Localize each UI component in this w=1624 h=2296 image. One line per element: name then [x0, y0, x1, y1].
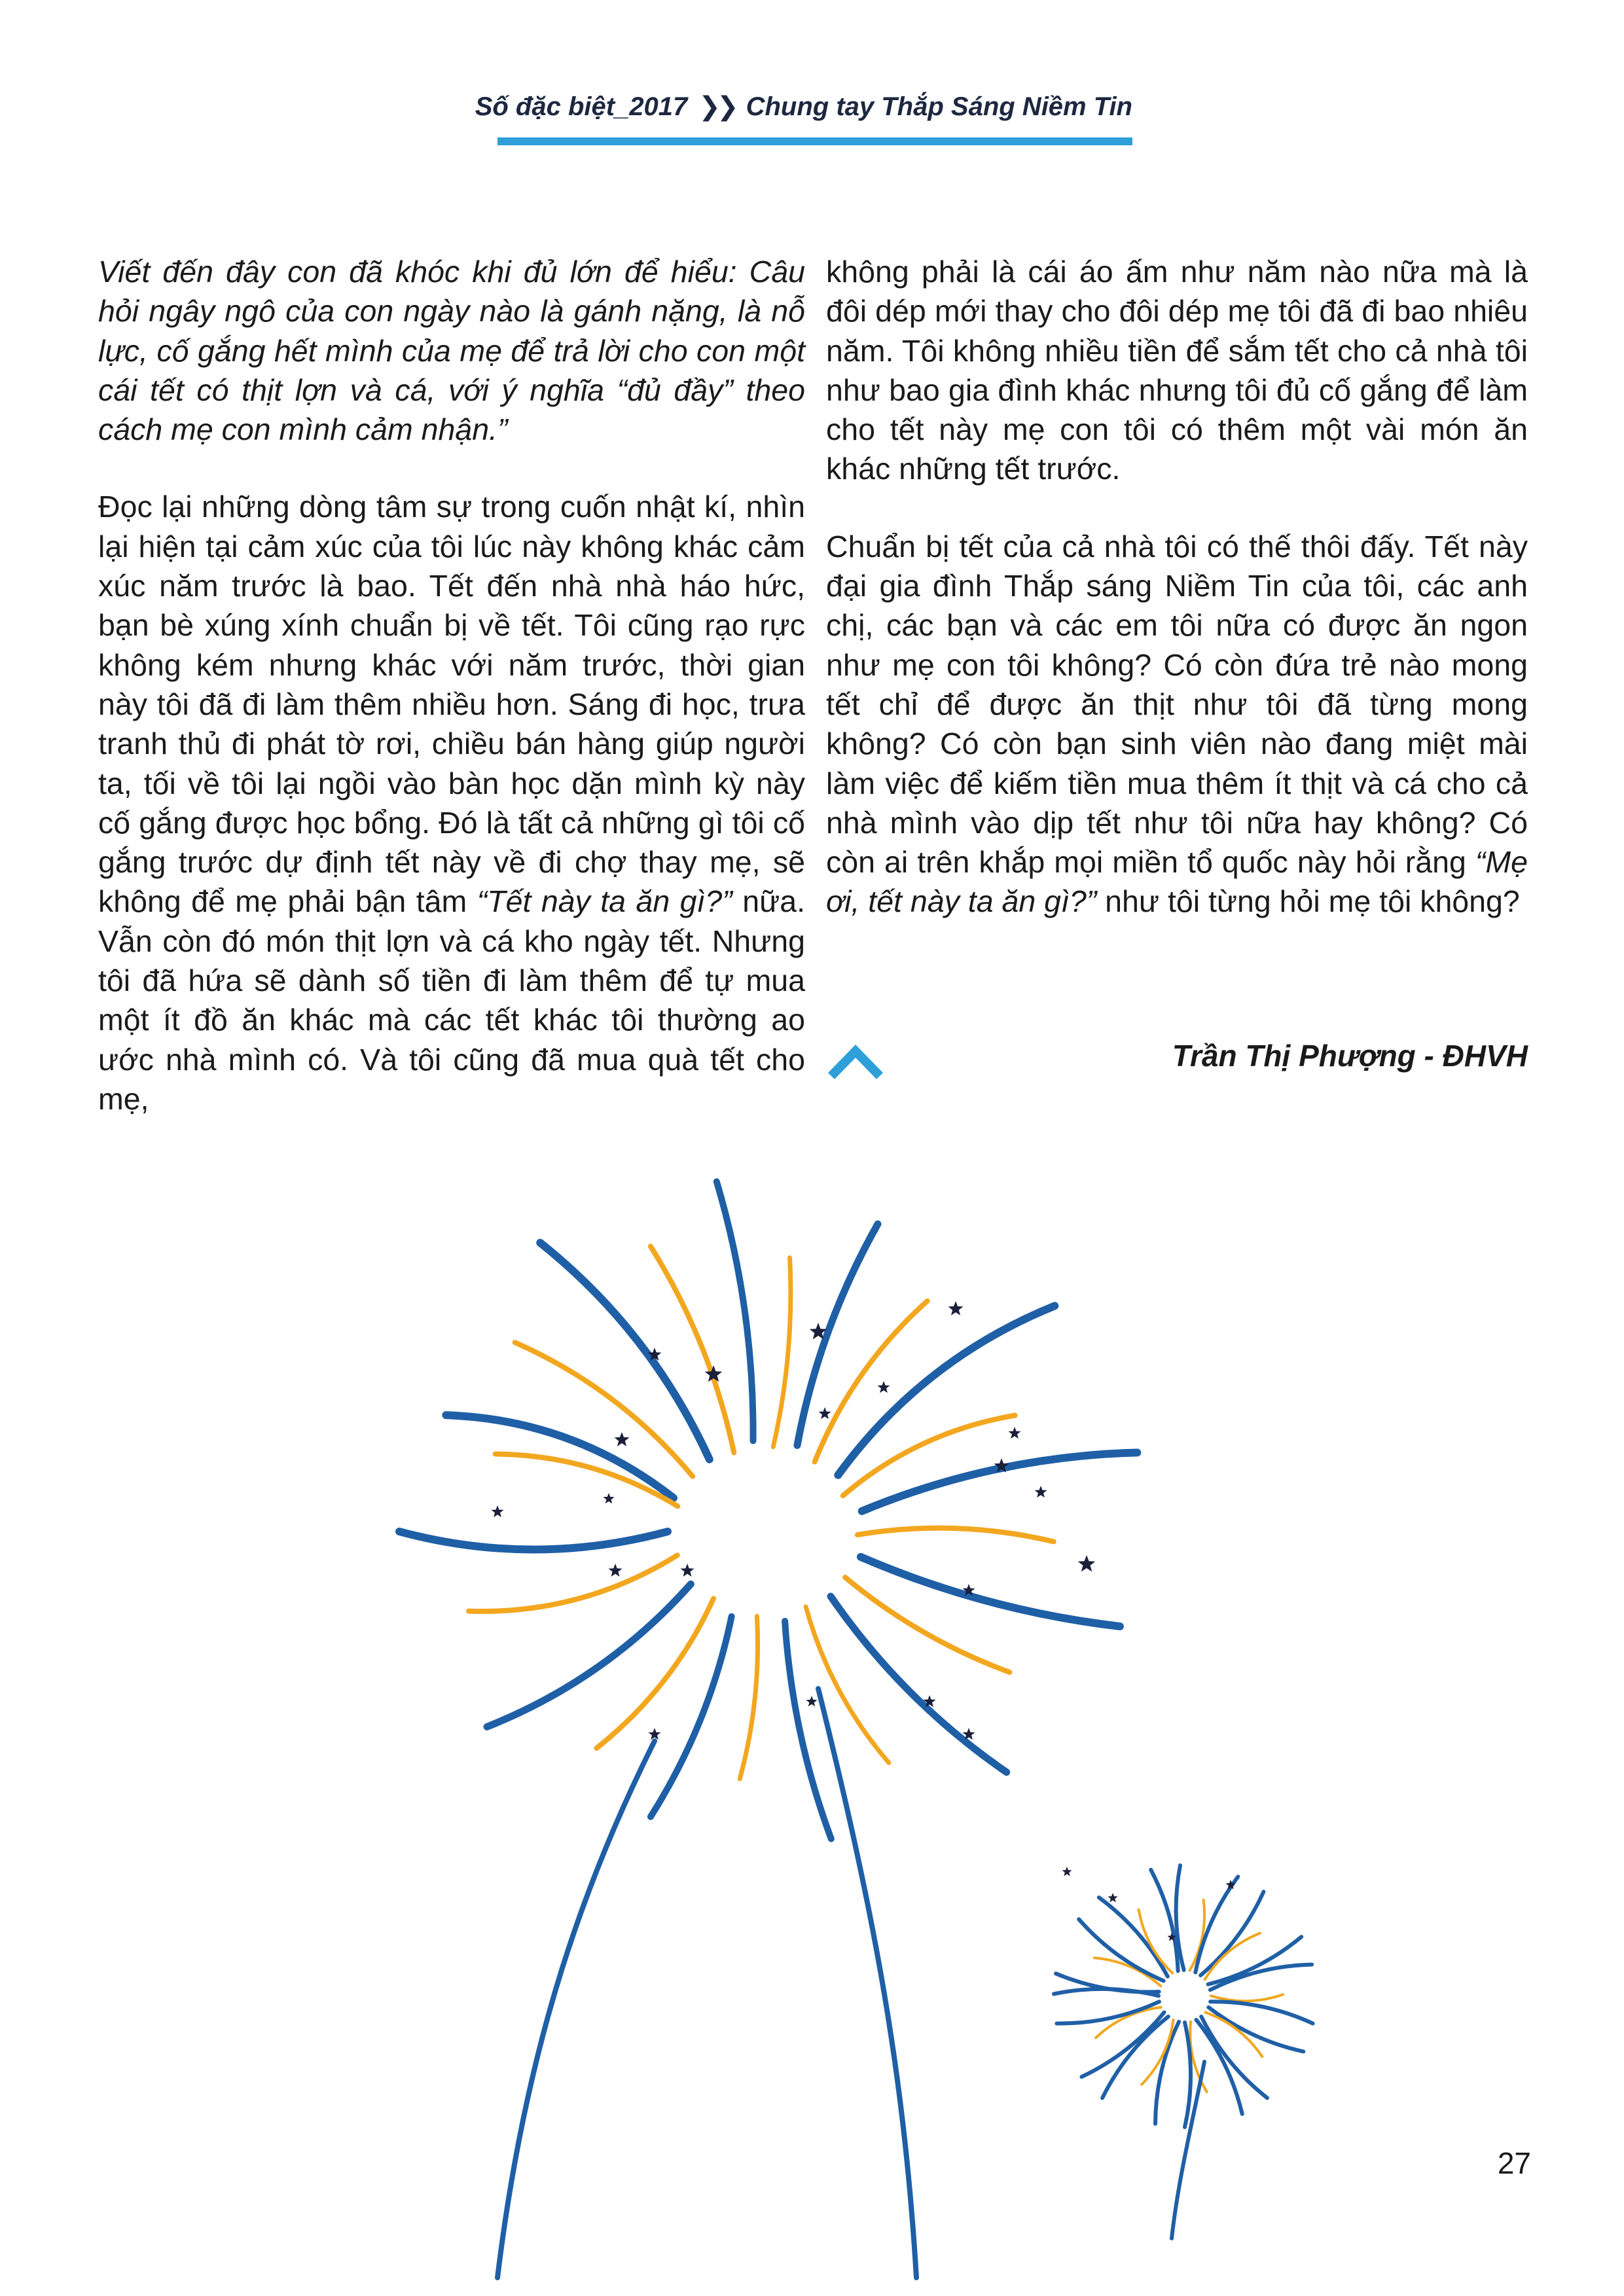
quote-text: “Tết này ta ăn gì?”: [477, 884, 732, 919]
firework-ray: [1190, 2022, 1206, 2092]
article-column-left: [98, 252, 805, 1119]
star-icon: [1225, 1880, 1235, 1890]
firework-ray: [1197, 2020, 1242, 2114]
firework-ray: [496, 1454, 678, 1507]
star-icon: [609, 1564, 623, 1577]
paragraph-text: Đọc lại những dòng tâm sự trong cuốn nhật kí, nhìn lại hiện tại cảm xúc của tôi lúc này không khác cảm xúc năm trước là bao. Tết đến nhà nhà háo hức, bạn bè xúng xính chuẩn bị về tết. Tôi cũng rạo rực không kém nhưng khác với năm trước, thời gian này tôi đã đi làm thêm nhiều hơn. Sáng đi học, trưa tranh thủ đi phát tờ rơi, chiều bán hàng giúp người ta, tối về tôi lại ngồi vào bàn học dặn mình kỳ này cố gắng được học bổng. Đó là tất cả những gì tôi cố gắng trước dự định tết này về đi chợ thay mẹ, sẽ không để mẹ phải bận tâm: [98, 490, 805, 919]
star-icon: [878, 1381, 890, 1393]
firework-ray: [785, 1621, 831, 1839]
firework-ray: [831, 1596, 1007, 1772]
firework-ray: [797, 1224, 878, 1445]
firework-ray: [1139, 1910, 1173, 1973]
star-icon: [924, 1695, 936, 1707]
firework-ray: [1079, 1919, 1163, 1981]
firework-ray: [1054, 1989, 1159, 1996]
star-icon: [1108, 1893, 1117, 1903]
paragraph-text: nữa. Vẫn còn đó món thịt lợn và cá kho ngày tết. Nhưng tôi đã hứa sẽ dành số tiền đi làm thêm để tự mua một ít đồ ăn khác mà các tết khác tôi thường ao ước nhà mình có. Và tôi cũng đã mua quà tết cho mẹ,: [98, 884, 805, 1116]
firework-ray: [1142, 2020, 1173, 2085]
header-accent-bar: [497, 137, 1132, 145]
firework-ray: [857, 1528, 1054, 1542]
firework-ray: [1211, 1994, 1283, 2001]
firework-ray: [717, 1181, 753, 1441]
star-icon: [948, 1301, 964, 1316]
firework-ray: [1210, 1965, 1312, 1990]
firework-ray: [815, 1301, 928, 1462]
star-icon: [819, 1407, 831, 1419]
magazine-title: Chung tay Thắp Sáng Niềm Tin: [746, 92, 1132, 121]
firework-ray: [1185, 2022, 1191, 2127]
firework-ray: [1190, 1900, 1204, 1971]
star-icon: [806, 1696, 817, 1706]
firework-ray: [1208, 2007, 1303, 2052]
firework-ray: [487, 1584, 691, 1727]
firework-ray: [1200, 1892, 1263, 1975]
paragraph-text: Chuẩn bị tết của cả nhà tôi có thế thôi đấy. Tết này đại gia đình Thắp sáng Niềm Tin của tôi, các anh chị, các bạn và các em tôi nữa có được ăn ngon như mẹ con tôi không? Có còn đứa trẻ nào mong tết chỉ để được ăn thịt như tôi đã từng mong không? Có còn bạn sinh viên nào đang miệt mài làm việc để kiếm tiền mua thêm ít thịt và cá cho cả nhà mình vào dịp tết như tôi nữa hay không? Có còn ai trên khắp mọi miền tổ quốc này hỏi rằng: [826, 529, 1528, 880]
article-paragraph: [826, 527, 1528, 922]
quote-text: “Mẹ ơi, tết này ta ăn gì?”: [826, 845, 1528, 919]
firework-ray: [1056, 1973, 1159, 1992]
firework-ray: [469, 1555, 677, 1611]
firework-trails: [497, 1689, 1204, 2278]
large-firework: [399, 1181, 1137, 1839]
chevron-up-icon: [826, 1042, 885, 1081]
article-column-right: [826, 252, 1528, 922]
firework-ray: [651, 1617, 732, 1817]
star-sparkles: [492, 1301, 1236, 1941]
firework-ray: [1096, 2007, 1161, 2038]
article-paragraph: không phải là cái áo ấm như năm nào nữa mà là đôi dép mới thay cho đôi dép mẹ tôi đã đi bao nhiêu năm. Tôi không nhiều tiền để sắm tết cho cả nhà tôi như bao gia đình khác nhưng tôi đủ cố gắng để làm cho tết này mẹ con tôi có thêm một vài món ăn khác những tết trước.: [826, 255, 1528, 486]
firework-ray: [843, 1416, 1015, 1496]
firework-ray: [740, 1616, 757, 1779]
article-paragraph: [98, 487, 805, 1119]
star-icon: [705, 1365, 723, 1382]
paragraph-text: như tôi từng hỏi mẹ tôi không?: [1096, 884, 1520, 919]
firework-ray: [1201, 2017, 1267, 2098]
star-icon: [963, 1584, 975, 1596]
page-number: 27: [1497, 2146, 1531, 2180]
star-icon: [1062, 1867, 1072, 1876]
firework-ray: [1176, 1865, 1184, 1970]
firework-ray: [446, 1415, 674, 1498]
star-icon: [1009, 1427, 1021, 1439]
firework-ray: [1155, 2022, 1179, 2124]
star-icon: [681, 1564, 695, 1577]
star-icon: [994, 1458, 1009, 1473]
firework-ray: [838, 1306, 1055, 1475]
firework-ray: [1206, 2013, 1263, 2057]
firework-ray: [540, 1243, 710, 1460]
firework-ray: [1151, 1870, 1178, 1971]
star-icon: [1167, 1933, 1176, 1941]
running-header: [475, 92, 1132, 151]
firework-ray: [1210, 2001, 1313, 2023]
article-paragraph: Viết đến đây con đã khóc khi đủ lớn để hiểu: Câu hỏi ngây ngô của con ngày nào là gánh nặng, là nỗ lực, cố gắng hết mình của mẹ để trả lời cho con một cái tết có thịt lợn và cá, với ý nghĩa “đủ đầy” theo cách mẹ con mình cảm nhận.”: [98, 255, 805, 447]
firework-ray: [651, 1246, 734, 1452]
firework-ray: [1099, 1897, 1168, 1977]
firework-ray: [861, 1557, 1120, 1626]
firework-ray: [596, 1598, 713, 1748]
firework-ray: [1205, 1933, 1260, 1980]
star-icon: [649, 1728, 661, 1740]
small-firework: [1054, 1865, 1313, 2127]
firework-ray: [1094, 1958, 1161, 1986]
firework-ray: [1208, 1937, 1302, 1984]
star-icon: [1078, 1555, 1096, 1571]
double-chevron-right-icon: ❯❯: [698, 92, 735, 121]
firework-ray: [773, 1258, 791, 1447]
star-icon: [615, 1432, 630, 1446]
star-icon: [603, 1493, 614, 1503]
star-icon: [648, 1348, 662, 1361]
firework-ray: [399, 1532, 668, 1550]
star-icon: [1035, 1486, 1047, 1498]
firework-ray: [1081, 2013, 1164, 2077]
firework-ray: [1195, 1876, 1238, 1972]
firework-ray: [1056, 2001, 1159, 2023]
header-title: [475, 92, 1132, 122]
author-name: Trần Thị Phượng - ĐHVH: [1172, 1039, 1528, 1073]
article-signature: [826, 1028, 1528, 1093]
firework-ray: [515, 1342, 693, 1477]
star-icon: [810, 1323, 827, 1339]
firework-ray: [806, 1607, 889, 1763]
firework-ray: [845, 1577, 1009, 1672]
issue-label: Số đặc biệt_2017: [475, 92, 688, 121]
firework-ray: [862, 1452, 1138, 1511]
star-icon: [963, 1728, 975, 1740]
star-icon: [492, 1505, 504, 1517]
firework-ray: [1102, 2017, 1168, 2098]
